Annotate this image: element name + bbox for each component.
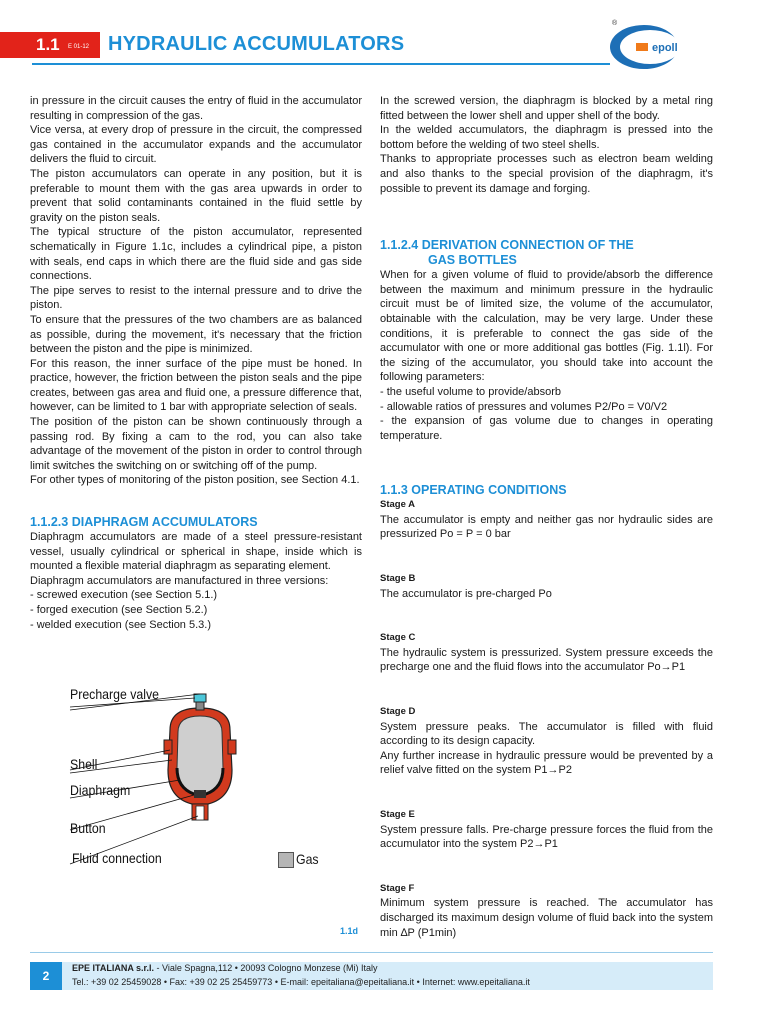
stage-text: The hydraulic system is pressurized. System pressure exceeds the precharge one and the fluid flows into the accumulator Po→P1 xyxy=(380,646,713,674)
paragraph: The position of the piston can be shown continuously through a passing rod. By fixing a cam to the rod, you can also take advantage of the movement of the piston in order to control through limit switches the switching on or switching off of the pump. xyxy=(30,416,362,472)
paragraph: The piston accumulators can operate in any position, but it is preferable to mount them with the gas area upwards in order to prevent that solid contaminants contained in the fluid settle by gravity on the piston seals. xyxy=(30,167,362,224)
stage-label: Stage A xyxy=(380,499,416,511)
stage-label: Stage E xyxy=(380,809,415,820)
registered-mark: ® xyxy=(612,20,618,27)
label-precharge-valve: Precharge valve xyxy=(70,686,160,702)
logo-text: epoll xyxy=(652,42,678,54)
stage-text: System pressure peaks. The accumulator is filled with fluid according to its design capacity. xyxy=(380,720,713,748)
list-item: - screwed execution (see Section 5.1.) xyxy=(30,589,218,602)
list-item: - allowable ratios of pressures and volumes P2/Po = V0/V2 xyxy=(380,400,668,413)
paragraph: in pressure in the circuit causes the entry of fluid in the accumulator resulting in compression of the gas. xyxy=(30,95,362,122)
label-fluid-connection: Fluid connection xyxy=(72,850,162,866)
label-button: Button xyxy=(70,820,106,836)
stage-label: Stage C xyxy=(380,632,416,644)
section-heading: 1.1.3 OPERATING CONDITIONS xyxy=(380,483,567,498)
section-heading-continued: GAS BOTTLES xyxy=(428,253,517,268)
list-item: - welded execution (see Section 5.3.) xyxy=(30,618,211,631)
paragraph: Vice versa, at every drop of pressure in the circuit, the compressed gas contained in the accumulator expands and the accumulator delivers the fluid to circuit. xyxy=(30,124,362,166)
paragraph: In the screwed version, the diaphragm is blocked by a metal ring fitted between the lower shell and upper shell of the body. xyxy=(380,95,713,122)
footer-address-line xyxy=(72,963,377,973)
stage-label: Stage D xyxy=(380,706,416,718)
flange-left xyxy=(164,740,172,754)
precharge-valve xyxy=(194,694,206,702)
label-diaphragm: Diaphragm xyxy=(70,782,131,798)
paragraph: For other types of monitoring of the piston position, see Section 4.1. xyxy=(30,474,360,487)
stage-label: Stage B xyxy=(380,573,416,585)
section-code: E 01-12 xyxy=(68,44,90,50)
paragraph: In the welded accumulators, the diaphragm is pressed into the bottom before the welding of two steel shells. xyxy=(380,124,713,151)
stage-label: Stage F xyxy=(380,882,415,894)
section-heading: 1.1.2.4 DERIVATION CONNECTION OF THE xyxy=(380,238,634,253)
paragraph: Diaphragm accumulators are manufactured in three versions: xyxy=(30,574,329,587)
paragraph: The typical structure of the piston accumulator, represented schematically in Figure 1.1c, includes a cylindrical pipe, a piston with seals, end caps in which there are the fluid side and gas side connections. xyxy=(30,226,362,283)
list-item: - forged execution (see Section 5.2.) xyxy=(30,604,208,616)
stage-text: The accumulator is pre-charged Po xyxy=(380,587,552,600)
paragraph: Diaphragm accumulators are made of a steel pressure-resistant vessel, usually cylindrical or spherical in shape, inside which is mounted a flexible material diaphragm as separating element. xyxy=(30,531,362,573)
paragraph: For this reason, the inner surface of the pipe must be honed. In practice, however, the friction between the piston seals and the pipe creates, between gas area and fluid one, a pressure difference that, however, can be limited to 1 bar with appropriate selection of seals. xyxy=(30,357,362,414)
right-column xyxy=(380,94,713,940)
paragraph: To ensure that the pressures of the two chambers are as balanced as possible, during the movement, it's necessary that the friction between the piston and the pipe is minimized. xyxy=(30,313,362,356)
stage-text: Any further increase in hydraulic pressure would be prevented by a relief valve fitted on the system P1→P2 xyxy=(380,749,713,777)
section-number: 1.1 xyxy=(36,35,60,54)
flange-right xyxy=(228,740,236,754)
stage-text: The accumulator is empty and neither gas nor hydraulic sides are pressurized Po = P = 0 bar xyxy=(380,513,713,541)
list-item: - the useful volume to provide/absorb xyxy=(380,385,561,398)
company-name: EPE ITALIANA s.r.l. xyxy=(72,963,155,973)
stage-text: Minimum system pressure is reached. The accumulator has discharged its maximum design volume of fluid back into the system min ∆P (P1min) xyxy=(380,897,713,939)
company-address: - Viale Spagna,112 • 20093 Cologno Monzese (Mi) Italy xyxy=(154,963,378,973)
figure-caption: 1.1d xyxy=(340,926,359,936)
footer-contacts: Tel.: +39 02 25459028 • Fax: +39 02 25 25459773 • E-mail: epeitaliana@epeitaliana.it • Internet: www.epeitaliana.it xyxy=(72,977,530,987)
stage-text: System pressure falls. Pre-charge pressure forces the fluid from the accumulator into the system P2→P1 xyxy=(380,823,713,851)
button-shape xyxy=(194,790,206,798)
page-title: HYDRAULIC ACCUMULATORS xyxy=(108,33,405,55)
paragraph: The pipe serves to resist to the internal pressure and to drive the piston. xyxy=(30,284,362,312)
label-shell: Shell xyxy=(70,756,98,772)
title-rule xyxy=(32,63,610,65)
gas-chamber xyxy=(177,716,223,794)
list-item: - the expansion of gas volume due to changes in operating temperature. xyxy=(380,415,713,442)
section-heading: 1.1.2.3 DIAPHRAGM ACCUMULATORS xyxy=(30,515,258,530)
gas-legend-swatch xyxy=(278,852,294,868)
left-column xyxy=(30,94,362,632)
page-number: 2 xyxy=(30,962,62,990)
paragraph: Thanks to appropriate processes such as electron beam welding and also thanks to the special provision of the diaphragm, it's possible to prevent its damage and forging. xyxy=(380,153,713,195)
epoll-logo xyxy=(606,22,726,72)
footer-rule xyxy=(30,952,713,953)
paragraph: When for a given volume of fluid to provide/absorb the difference between the maximum and minimum pressure in the hydraulic circuit must be of limited size, the volume of the accumulator, obtainable with the calculation, may be very large. Under these conditions, it is preferable to connect the gas side of the accumulator with one or more additional gas bottles (Fig. 1.1l). For the sizing of the accumulator, you should take into account the following parameters: xyxy=(380,269,713,384)
gas-legend-label: Gas xyxy=(296,851,319,867)
